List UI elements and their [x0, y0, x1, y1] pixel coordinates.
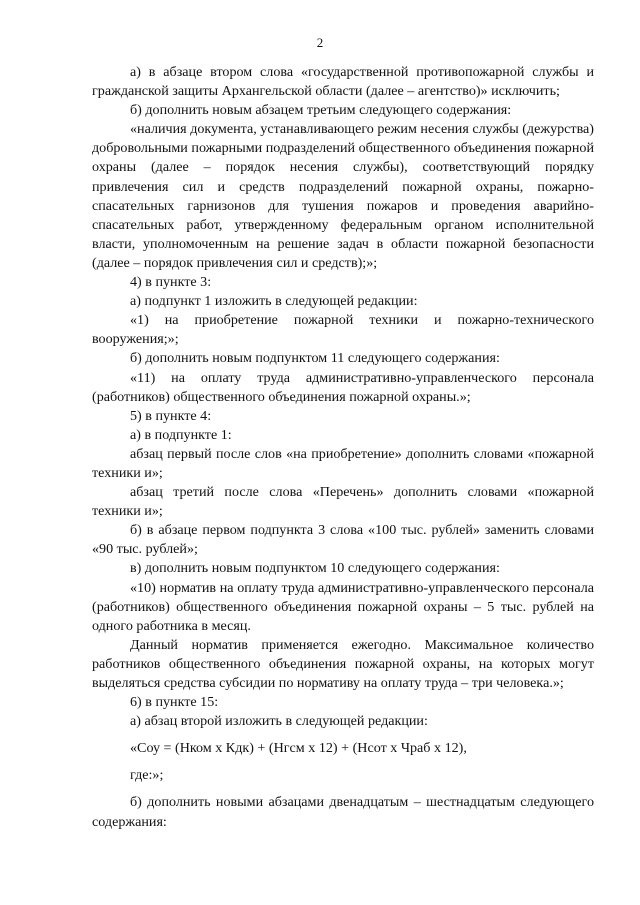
paragraph: б) дополнить новым подпунктом 11 следующего содержания: — [130, 350, 500, 367]
paragraph: абзац первый после слов «на приобретение» дополнить словами «пожарной техники и»; — [92, 445, 594, 481]
paragraph: абзац третий после слова «Перечень» дополнить словами «пожарной техники и»; — [92, 484, 594, 520]
paragraph: «наличия документа, устанавливающего режим несения службы (дежурства) добровольными пожарными подразделений общественного объединения пожарной охраны (далее – порядок несения службы), соответствующий порядку привлечения сил и средств подразделений пожарной охраны, пожарно-спасательных гарнизонов для тушения пожаров и проведения аварийно-спасательных работ, утвержденному федеральным органом исполнительной власти, уполномоченным на решение задач в области пожарной безопасности (далее – порядок привлечения сил и средств);»; — [92, 121, 594, 271]
paragraph: «11) на оплату труда административно-управленческого персонала (работников) общественного объединения пожарной охраны.»; — [92, 369, 594, 405]
paragraph: а) в подпункте 1: — [130, 426, 232, 443]
page-number: 2 — [316, 35, 324, 50]
formula-where: где:»; — [130, 767, 164, 784]
paragraph: б) дополнить новым абзацем третьим следующего содержания: — [130, 102, 512, 119]
paragraph: а) подпункт 1 изложить в следующей редакции: — [130, 293, 418, 310]
document-body — [92, 63, 594, 832]
formula: «Соу = (Нком х Кдк) + (Нгсм х 12) + (Нсот х Чраб х 12), — [130, 740, 467, 757]
paragraph: «10) норматив на оплату труда административно-управленческого персонала (работников) общественного объединения пожарной охраны – 5 тыс. рублей на одного работника в месяц. — [92, 579, 594, 634]
paragraph: а) в абзаце втором слова «государственной противопожарной службы и гражданской защиты Архангельской области (далее – агентство)» исключить; — [92, 64, 594, 100]
paragraph: 6) в пункте 15: — [130, 694, 219, 711]
paragraph: «1) на приобретение пожарной техники и пожарно-технического вооружения;»; — [92, 312, 594, 348]
paragraph: в) дополнить новым подпунктом 10 следующего содержания: — [130, 560, 500, 577]
paragraph: 5) в пункте 4: — [130, 407, 212, 424]
paragraph: 4) в пункте 3: — [130, 274, 212, 291]
paragraph: б) дополнить новыми абзацами двенадцатым – шестнадцатым следующего содержания: — [92, 794, 594, 830]
paragraph: Данный норматив применяется ежегодно. Максимальное количество работников общественного объединения пожарной охраны, на которых могут выделяться средства субсидии по нормативу на оплату труда – три человека.»; — [92, 636, 594, 691]
paragraph: б) в абзаце первом подпункта 3 слова «100 тыс. рублей» заменить словами «90 тыс. рублей»; — [92, 522, 594, 558]
paragraph: а) абзац второй изложить в следующей редакции: — [130, 713, 428, 730]
